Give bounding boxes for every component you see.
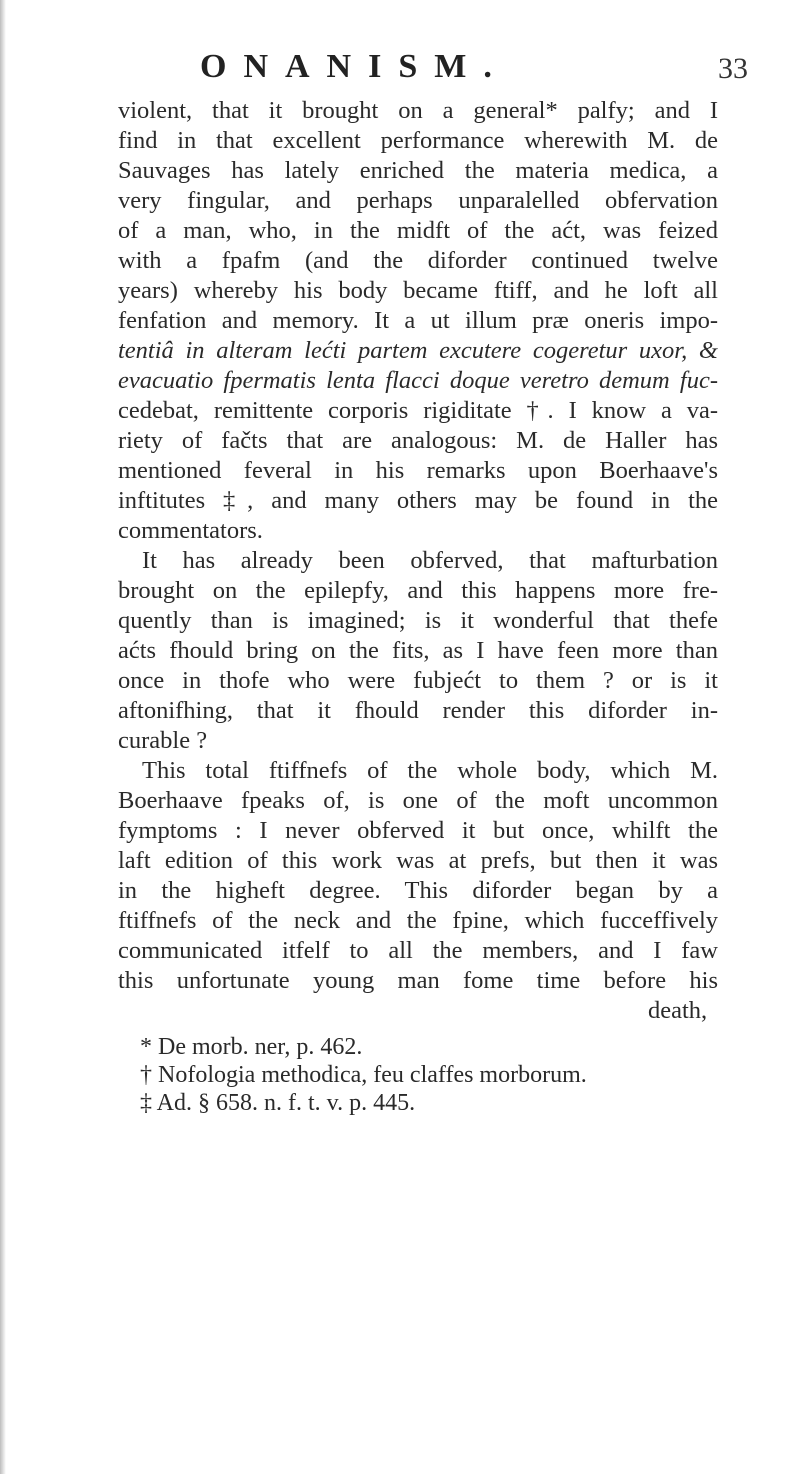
text-line: very fingular, and perhaps unparalelled obfervation (118, 187, 718, 214)
text-line: ftiffnefs of the neck and the fpine, which fucceffively (118, 907, 718, 934)
text-line: evacuatio fpermatis lenta flacci doque veretro demum fuc- (118, 367, 718, 394)
text-line: inftitutes ‡, and many others may be found in the (118, 487, 718, 514)
text-line: violent, that it brought on a general* palfy; and I (118, 97, 718, 124)
text-line: of a man, who, in the midft of the aćt, was feized (118, 217, 718, 244)
text-line: fymptoms : I never obferved it but once, whilft the (118, 817, 718, 844)
text-line: brought on the epilepfy, and this happens more fre- (118, 577, 718, 604)
footnote: ‡ Ad. § 658. n. f. t. v. p. 445. (140, 1090, 416, 1116)
text-line: cedebat, remittente corporis rigiditate †. I know a va- (118, 397, 718, 424)
page-number: 33 (718, 52, 748, 85)
page-header (0, 48, 800, 88)
text-line: death, (648, 997, 708, 1024)
footnote: † Nofologia methodica, feu claffes morborum. (140, 1062, 587, 1088)
text-line: find in that excellent performance wherewith M. de (118, 127, 718, 154)
text-line: years) whereby his body became ftiff, and he loft all (118, 277, 718, 304)
text-line: riety of fačts that are analogous: M. de Haller has (118, 427, 718, 454)
text-line: Boerhaave fpeaks of, is one of the moft uncommon (118, 787, 718, 814)
text-line: Sauvages has lately enriched the materia medica, a (118, 157, 718, 184)
text-line: commentators. (118, 517, 263, 544)
text-line: communicated itfelf to all the members, and I faw (118, 937, 718, 964)
footnote: * De morb. ner, p. 462. (140, 1034, 363, 1060)
text-line: curable ? (118, 727, 208, 754)
text-line: This total ftiffnefs of the whole body, which M. (142, 757, 718, 784)
text-line: It has already been obferved, that mafturbation (142, 547, 718, 574)
page-gutter-shadow (0, 0, 6, 1474)
text-line: this unfortunate young man fome time before his (118, 967, 718, 994)
text-line: laft edition of this work was at prefs, but then it was (118, 847, 718, 874)
running-title: ONANISM. (200, 48, 509, 85)
text-line: in the higheft degree. This diforder began by a (118, 877, 718, 904)
text-line: aćts fhould bring on the fits, as I have feen more than (118, 637, 718, 664)
text-line: aftonifhing, that it fhould render this diforder in- (118, 697, 718, 724)
text-line: tentiâ in alteram lećti partem excutere cogeretur uxor, & (118, 337, 718, 364)
text-line: mentioned feveral in his remarks upon Boerhaave's (118, 457, 718, 484)
text-line: quently than is imagined; is it wonderful that thefe (118, 607, 718, 634)
text-line: with a fpafm (and the diforder continued twelve (118, 247, 718, 274)
text-line: fenfation and memory. It a ut illum præ oneris impo- (118, 307, 718, 334)
text-line: once in thofe who were fubjećt to them ? or is it (118, 667, 718, 694)
